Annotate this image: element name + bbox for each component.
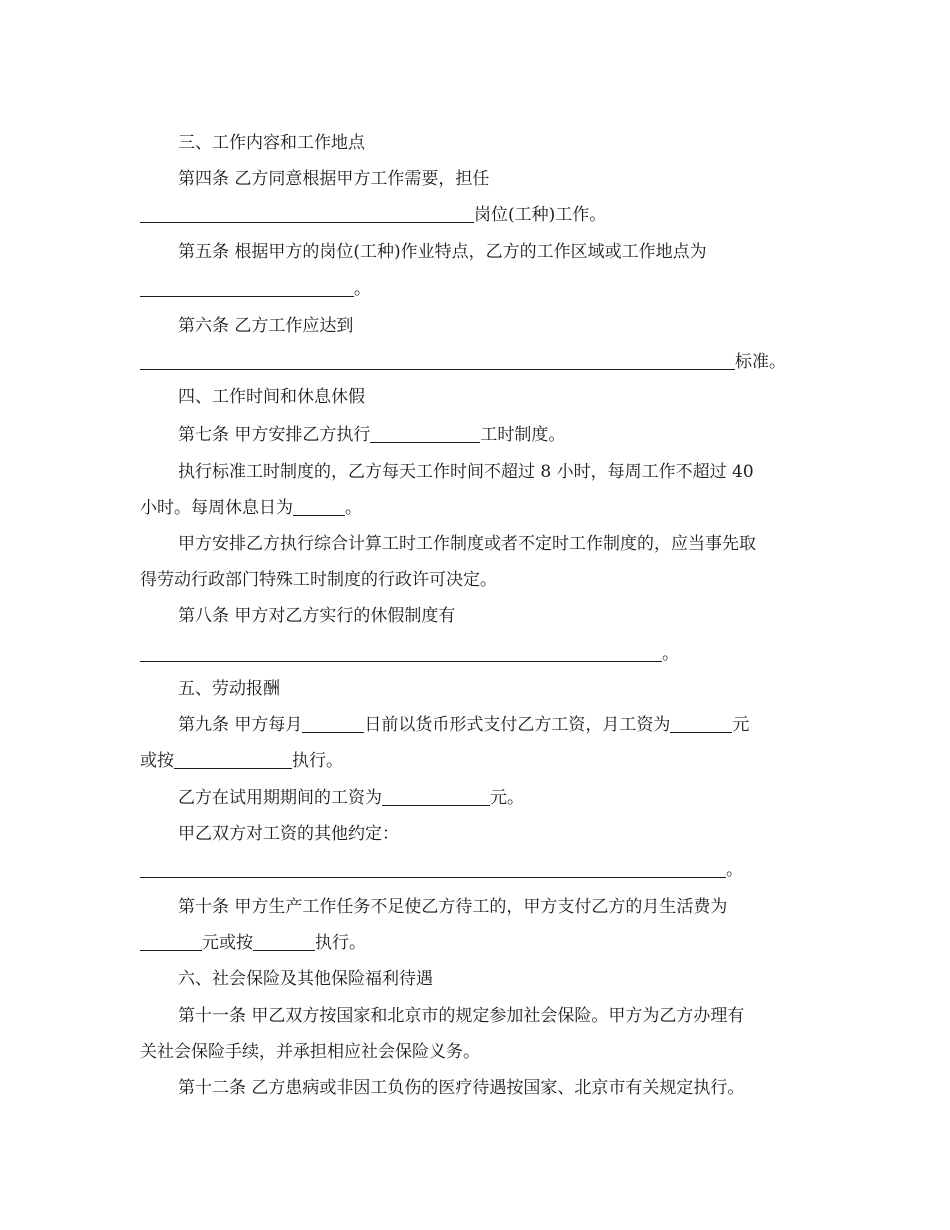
article-11-line-2: 关社会保险手续，并承担相应社会保险义务。 <box>140 1042 480 1062</box>
probation-salary: 乙方在试用期期间的工资为 元。 <box>178 788 524 808</box>
work-location-blank[interactable] <box>140 278 354 297</box>
living-allowance-blank[interactable] <box>140 932 202 951</box>
standard-hours-line-1: 执行标准工时制度的，乙方每天工作时间不超过 8 小时，每周工作不超过 40 <box>178 462 754 482</box>
leave-system-blank[interactable] <box>140 643 662 662</box>
article-10-line-1: 第十条 甲方生产工作任务不足使乙方待工的，甲方支付乙方的月生活费为 <box>178 897 728 917</box>
other-salary-terms-line-1: 甲乙双方对工资的其他约定： <box>178 824 399 844</box>
section-4-heading: 四、工作时间和休息休假 <box>178 387 365 407</box>
weekly-rest-day-blank[interactable] <box>293 497 345 516</box>
article-5-line-2: 。 <box>140 276 820 302</box>
living-allowance-method-blank[interactable] <box>253 932 315 951</box>
article-9-line-2: 或按 执行。 <box>140 751 343 771</box>
article-4-line-2: 岗位(工种)工作。 <box>140 202 820 228</box>
section-6-heading: 六、社会保险及其他保险福利待遇 <box>178 969 433 989</box>
salary-method-blank[interactable] <box>174 750 292 769</box>
article-6-line-1: 第六条 乙方工作应达到 <box>178 316 354 336</box>
article-8-line-2: 。 <box>140 641 820 667</box>
article-5-line-1: 第五条 根据甲方的岗位(工种)作业特点，乙方的工作区域或工作地点为 <box>178 242 707 262</box>
monthly-salary-blank[interactable] <box>670 714 732 733</box>
work-hours-system-blank[interactable] <box>370 424 480 443</box>
article-10-line-2: 元或按 执行。 <box>140 930 820 956</box>
other-salary-terms-line-2: 。 <box>140 857 820 883</box>
section-3-heading: 三、工作内容和工作地点 <box>178 133 365 153</box>
probation-salary-blank[interactable] <box>382 787 490 806</box>
comprehensive-hours-line-1: 甲方安排乙方执行综合计算工时工作制度或者不定时工作制度的，应当事先取 <box>178 534 756 554</box>
article-8-line-1: 第八条 甲方对乙方实行的休假制度有 <box>178 606 456 626</box>
job-position-blank[interactable] <box>140 204 474 223</box>
comprehensive-hours-line-2: 得劳动行政部门特殊工时制度的行政许可决定。 <box>140 570 497 590</box>
article-9-line-1: 第九条 甲方每月 日前以货币形式支付乙方工资，月工资为 元 <box>178 715 750 735</box>
pay-day-blank[interactable] <box>302 714 364 733</box>
article-7: 第七条 甲方安排乙方执行 工时制度。 <box>178 425 566 445</box>
standard-hours-line-2: 小时。每周休息日为 。 <box>140 498 362 518</box>
section-5-heading: 五、劳动报酬 <box>178 679 280 699</box>
article-4-line-1: 第四条 乙方同意根据甲方工作需要，担任 <box>178 169 490 189</box>
article-6-line-2: 标准。 <box>140 349 820 375</box>
article-11-line-1: 第十一条 甲乙双方按国家和北京市的规定参加社会保险。甲方为乙方办理有 <box>178 1006 745 1026</box>
article-12-line-1: 第十二条 乙方患病或非因工负伤的医疗待遇按国家、北京市有关规定执行。 <box>178 1078 745 1098</box>
other-salary-terms-blank[interactable] <box>140 859 726 878</box>
work-standard-blank[interactable] <box>140 351 735 370</box>
